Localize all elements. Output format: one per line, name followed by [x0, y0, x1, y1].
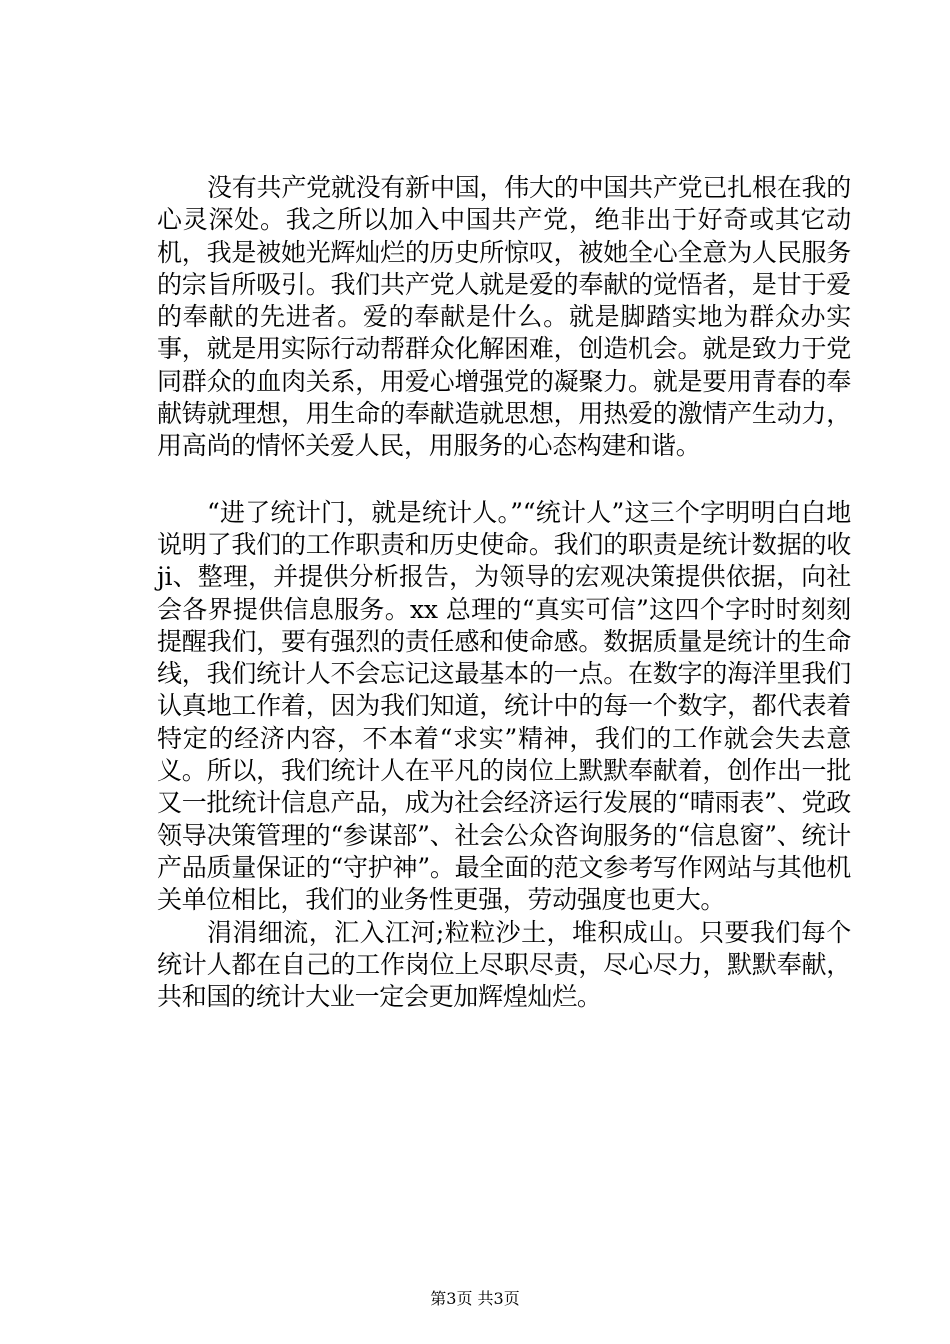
page-footer: 第3页 共3页 [430, 1289, 520, 1308]
paragraph-party-dedication: 没有共产党就没有新中国，伟大的中国共产党已扎根在我的心灵深处。我之所以加入中国共产党，绝非出于好奇或其它动机，我是被她光辉灿烂的历史所惊叹，被她全心全意为人民服务的宗旨所吸引。我们共产党人就是爱的奉献的觉悟者，是甘于爱的奉献的先进者。爱的奉献是什么。就是脚踏实地为群众办实事，就是用实际行动帮群众化解困难，创造机会。就是致力于党同群众的血肉关系，用爱心增强党的凝聚力。就是要用青春的奉献铸就理想，用生命的奉献造就思想，用热爱的激情产生动力，用高尚的情怀关爱人民，用服务的心态构建和谐。 [157, 173, 851, 461]
paragraph-statistics-duty: “进了统计门，就是统计人。”“统计人”这三个字明明白白地说明了我们的工作职责和历史使命。我们的职责是统计数据的收 ji、整理，并提供分析报告，为领导的宏观决策提供依据，向社会各界提供信息服务。xx 总理的“真实可信”这四个字时时刻刻提醒我们，要有强烈的责任感和使命感。数据质量是统计的生命线，我们统计人不会忘记这最基本的一点。在数字的海洋里我们认真地工作着，因为我们知道，统计中的每一个数字，都代表着特定的经济内容，不本着“求实”精神，我们的工作就会失去意义。所以，我们统计人在平凡的岗位上默默奉献着，创作出一批又一批统计信息产品，成为社会经济运行发展的“晴雨表”、党政领导决策管理的“参谋部”、社会公众咨询服务的“信息窗”、统计产品质量保证的“守护神”。最全面的范文参考写作网站与其他机关单位相比，我们的业务性更强，劳动强度也更大。 [157, 497, 851, 915]
document-body [157, 172, 851, 1013]
paragraph-closing: 涓涓细流，汇入江河;粒粒沙土，堆积成山。只要我们每个统计人都在自己的工作岗位上尽职尽责，尽心尽力，默默奉献，共和国的统计大业一定会更加辉煌灿烂。 [157, 917, 851, 1012]
